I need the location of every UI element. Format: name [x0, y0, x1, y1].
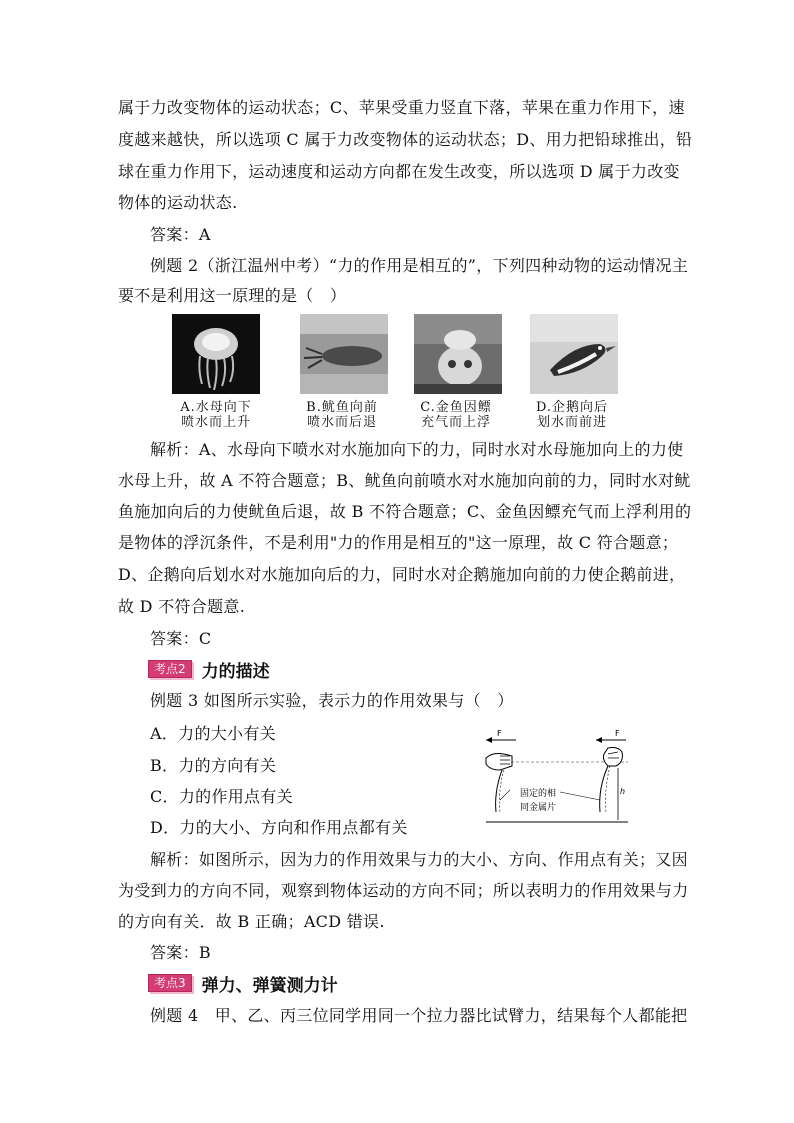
- caption-line: C.金鱼因鳔: [420, 400, 492, 415]
- caption-line: 喷水而上升: [180, 415, 251, 430]
- text-line: 是物体的浮沉条件，不是利用"力的作用是相互的"这一原理，故 C 符合题意；: [118, 533, 679, 552]
- text-line: 属于力改变物体的运动状态；C、苹果受重力竖直下落，苹果在重力作用下，速: [118, 98, 685, 117]
- force-diagram: [482, 728, 632, 828]
- caption-line: 喷水而后退: [306, 415, 377, 430]
- answer-line: 答案：C: [150, 629, 212, 648]
- caption-line: 充气而上浮: [420, 415, 491, 430]
- figure-caption: [171, 400, 261, 430]
- force-label-right: F: [615, 729, 620, 738]
- caption-line: D.企鹅向后: [535, 400, 609, 415]
- penguin-image: [530, 314, 618, 394]
- text-line: D、企鹅向后划水对水施加向后的力，同时水对企鹅施加向前的力使企鹅前进，: [118, 565, 686, 584]
- section-heading: [148, 657, 270, 681]
- answer-line: 答案：B: [150, 943, 211, 962]
- option-b: B．力的方向有关: [150, 756, 277, 775]
- section-title: 力的描述: [201, 661, 270, 682]
- diagram-note-line: 固定的相: [520, 789, 557, 799]
- force-label-left: F: [497, 729, 502, 738]
- figure-caption: [297, 400, 387, 430]
- jellyfish-image: [172, 314, 260, 394]
- section-badge: 考点2: [148, 660, 192, 678]
- option-a: A．力的大小有关: [150, 724, 276, 743]
- squid-image: [300, 314, 388, 394]
- example-line: 要不是利用这一原理的是（ ）: [118, 286, 347, 305]
- text-line: 的方向有关．故 B 正确；ACD 错误.: [118, 912, 385, 931]
- example-line: 例题 3 如图所示实验，表示力的作用效果与（ ）: [150, 691, 514, 710]
- answer-line: 答案：A: [150, 225, 211, 244]
- text-line: 度越来越快，所以选项 C 属于力改变物体的运动状态；D、用力把铅球推出，铅: [118, 130, 693, 149]
- section-heading: [148, 971, 338, 995]
- example-line: 例题 2（浙江温州中考）“力的作用是相互的”，下列四种动物的运动情况主: [150, 256, 689, 275]
- text-line: 鱼施加向后的力使鱿鱼后退，故 B 不符合题意；C、金鱼因鳔充气而上浮利用的: [118, 502, 692, 521]
- option-d: D．力的大小、方向和作用点都有关: [150, 818, 408, 837]
- text-line: 为受到力的方向不同，观察到物体运动的方向不同；所以表明力的作用效果与力: [118, 881, 689, 900]
- text-line: 水母上升，故 A 不符合题意；B、鱿鱼向前喷水对水施加向前的力，同时水对鱿: [118, 471, 691, 490]
- text-line: 球在重力作用下，运动速度和运动方向都在发生改变，所以选项 D 属于力改变: [118, 162, 680, 181]
- text-line: 故 D 不符合题意.: [118, 597, 246, 616]
- figure-caption: [527, 400, 617, 430]
- caption-line: B.鱿鱼向前: [306, 400, 378, 415]
- caption-line: 划水而前进: [536, 415, 607, 430]
- text-line: 物体的运动状态.: [118, 193, 238, 212]
- goldfish-image: [414, 314, 502, 394]
- option-c: C．力的作用点有关: [150, 787, 293, 806]
- figure-caption: [411, 400, 501, 430]
- text-line: 解析：如图所示，因为力的作用效果与力的大小、方向、作用点有关；又因: [150, 850, 688, 869]
- caption-line: A.水母向下: [180, 400, 252, 415]
- example-line: 例题 4 甲、乙、丙三位同学用同一个拉力器比试臂力，结果每个人都能把: [150, 1006, 688, 1025]
- text-line: 解析：A、水母向下喷水对水施加向下的力，同时水对水母施加向上的力使: [150, 440, 684, 459]
- height-label: h: [620, 787, 626, 796]
- diagram-note-line: 同金属片: [520, 803, 557, 813]
- section-title: 弹力、弹簧测力计: [201, 975, 338, 996]
- section-badge: 考点3: [148, 974, 192, 992]
